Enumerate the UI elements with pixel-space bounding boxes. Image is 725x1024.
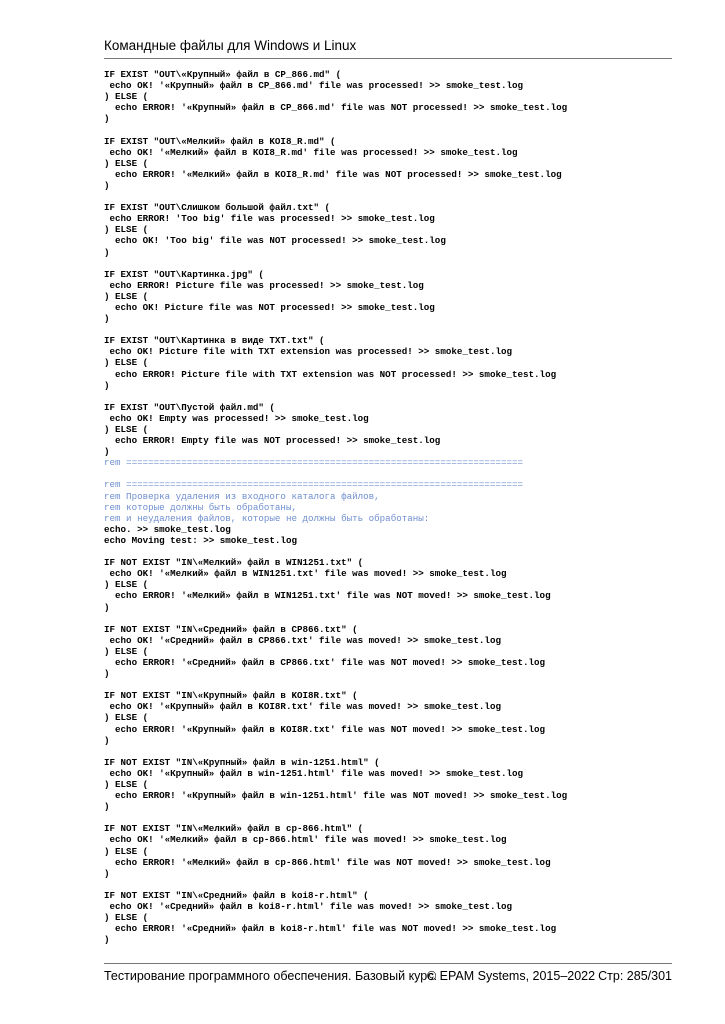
code-comment-line: rem ========================================================================	[104, 479, 524, 491]
code-line: echo ERROR! Picture file was processed! >> smoke_test.log	[104, 279, 424, 291]
code-line: echo ERROR! '«Мелкий» файл в WIN1251.txt' file was NOT moved! >> smoke_test.log	[104, 590, 551, 602]
code-line: ) ELSE (	[104, 424, 149, 435]
code-line: echo OK! '«Крупный» файл в win-1251.html' file was moved! >> smoke_test.log	[104, 767, 524, 779]
code-line: ) ELSE (	[104, 91, 149, 103]
code-line: echo OK! '«Мелкий» файл в WIN1251.txt' file was moved! >> smoke_test.log	[104, 568, 507, 580]
code-line: IF EXIST "OUT\Картинка.jpg" (	[104, 268, 264, 280]
code-line: echo ERROR! '«Мелкий» файл в KOI8_R.md' file was NOT processed! >> smoke_test.log	[104, 168, 562, 180]
code-line: ) ELSE (	[104, 779, 149, 790]
code-line: echo ERROR! Empty file was NOT processed! >> smoke_test.log	[104, 435, 441, 447]
code-blank-line	[104, 124, 674, 135]
code-line: echo OK! '«Средний» файл в CP866.txt' file was moved! >> smoke_test.log	[104, 634, 501, 646]
code-line: echo OK! '«Мелкий» файл в KOI8_R.md' file was processed! >> smoke_test.log	[104, 146, 518, 158]
code-line: )	[104, 867, 110, 879]
code-line: echo OK! Picture file with TXT extension was processed! >> smoke_test.log	[104, 346, 512, 358]
code-line: ) ELSE (	[104, 224, 149, 236]
code-line: ) ELSE (	[104, 845, 149, 857]
code-line: echo OK! '«Крупный» файл в CP_866.md' file was processed! >> smoke_test.log	[104, 80, 524, 92]
code-blank-line	[104, 879, 674, 890]
code-blank-line	[104, 468, 674, 479]
code-listing	[104, 69, 674, 945]
code-line: echo OK! 'Too big' file was NOT processed! >> smoke_test.log	[104, 235, 446, 247]
code-line: )	[104, 801, 110, 813]
code-line: echo ERROR! '«Крупный» файл в CP_866.md' file was NOT processed! >> smoke_test.log	[104, 102, 568, 114]
code-blank-line	[104, 258, 674, 269]
page-header-title: Командные файлы для Windows и Linux	[104, 38, 357, 53]
code-line: ) ELSE (	[104, 357, 149, 369]
code-line: echo ERROR! '«Крупный» файл в win-1251.html' file was NOT moved! >> smoke_test.log	[104, 790, 568, 802]
code-blank-line	[104, 613, 674, 624]
code-line: )	[104, 179, 110, 191]
code-blank-line	[104, 679, 674, 690]
code-line: )	[104, 246, 110, 258]
page-header	[104, 36, 672, 59]
code-line: echo ERROR! Picture file with TXT extension was NOT processed! >> smoke_test.log	[104, 368, 557, 380]
code-line: )	[104, 601, 110, 613]
code-line: IF NOT EXIST "IN\«Средний» файл в koi8-r.html" (	[104, 889, 369, 901]
code-comment-line: rem и неудаления файлов, которые не должны быть обработаны:	[104, 512, 430, 524]
code-line: ) ELSE (	[104, 912, 149, 924]
code-blank-line	[104, 391, 674, 402]
code-blank-line	[104, 746, 674, 757]
footer-page-number: Стр: 285/301	[598, 969, 672, 983]
code-line: echo ERROR! '«Средний» файл в CP866.txt' file was NOT moved! >> smoke_test.log	[104, 656, 546, 668]
code-line: echo OK! Picture file was NOT processed! >> smoke_test.log	[104, 301, 435, 313]
code-comment-line: rem Проверка удаления из входного каталога файлов,	[104, 490, 380, 502]
code-line: )	[104, 668, 110, 680]
code-blank-line	[104, 812, 674, 823]
code-line: IF EXIST "OUT\«Мелкий» файл в KOI8_R.md" (	[104, 135, 336, 147]
code-line: IF EXIST "OUT\Слишком большой файл.txt" (	[104, 202, 331, 214]
code-line: )	[104, 734, 110, 746]
code-line: IF NOT EXIST "IN\«Средний» файл в CP866.txt" (	[104, 623, 358, 635]
code-line: IF EXIST "OUT\Пустой файл.md" (	[104, 401, 275, 413]
code-line: echo ERROR! '«Мелкий» файл в cp-866.html' file was NOT moved! >> smoke_test.log	[104, 856, 551, 868]
code-blank-line	[104, 324, 674, 335]
code-line: )	[104, 313, 110, 325]
code-line: echo Moving test: >> smoke_test.log	[104, 534, 297, 546]
code-line: IF EXIST "OUT\Картинка в виде TXT.txt" (	[104, 335, 325, 347]
code-line: echo OK! '«Средний» файл в koi8-r.html' file was moved! >> smoke_test.log	[104, 901, 512, 913]
code-line: )	[104, 113, 110, 125]
code-comment-line: rem ========================================================================	[104, 457, 524, 469]
code-line: IF NOT EXIST "IN\«Мелкий» файл в WIN1251.txt" (	[104, 557, 364, 569]
code-line: ) ELSE (	[104, 157, 149, 169]
code-comment-line: rem которые должны быть обработаны,	[104, 501, 297, 513]
code-blank-line	[104, 191, 674, 202]
footer-copyright: © EPAM Systems, 2015–2022	[427, 969, 596, 983]
code-line: IF EXIST "OUT\«Крупный» файл в CP_866.md" (	[104, 69, 342, 80]
code-line: IF NOT EXIST "IN\«Мелкий» файл в cp-866.html" (	[104, 823, 364, 835]
code-line: echo OK! '«Крупный» файл в KOI8R.txt' file was moved! >> smoke_test.log	[104, 701, 501, 713]
code-blank-line	[104, 546, 674, 557]
code-line: IF NOT EXIST "IN\«Крупный» файл в win-1251.html" (	[104, 756, 380, 768]
page-footer	[104, 963, 672, 988]
code-line: echo. >> smoke_test.log	[104, 523, 231, 535]
code-line: )	[104, 934, 110, 946]
code-line: )	[104, 379, 110, 391]
code-line: echo ERROR! 'Too big' file was processed! >> smoke_test.log	[104, 213, 435, 225]
code-line: echo OK! '«Мелкий» файл в cp-866.html' file was moved! >> smoke_test.log	[104, 834, 507, 846]
code-line: ) ELSE (	[104, 712, 149, 724]
code-line: ) ELSE (	[104, 645, 149, 657]
code-line: echo ERROR! '«Средний» файл в koi8-r.html' file was NOT moved! >> smoke_test.log	[104, 923, 557, 935]
code-line: ) ELSE (	[104, 290, 149, 302]
code-line: echo OK! Empty was processed! >> smoke_test.log	[104, 412, 369, 424]
code-line: )	[104, 446, 110, 458]
code-line: ) ELSE (	[104, 579, 149, 591]
code-line: echo ERROR! '«Крупный» файл в KOI8R.txt' file was NOT moved! >> smoke_test.log	[104, 723, 546, 735]
code-line: IF NOT EXIST "IN\«Крупный» файл в KOI8R.txt" (	[104, 690, 358, 702]
footer-course-title: Тестирование программного обеспечения. Базовый курс.	[104, 969, 437, 983]
